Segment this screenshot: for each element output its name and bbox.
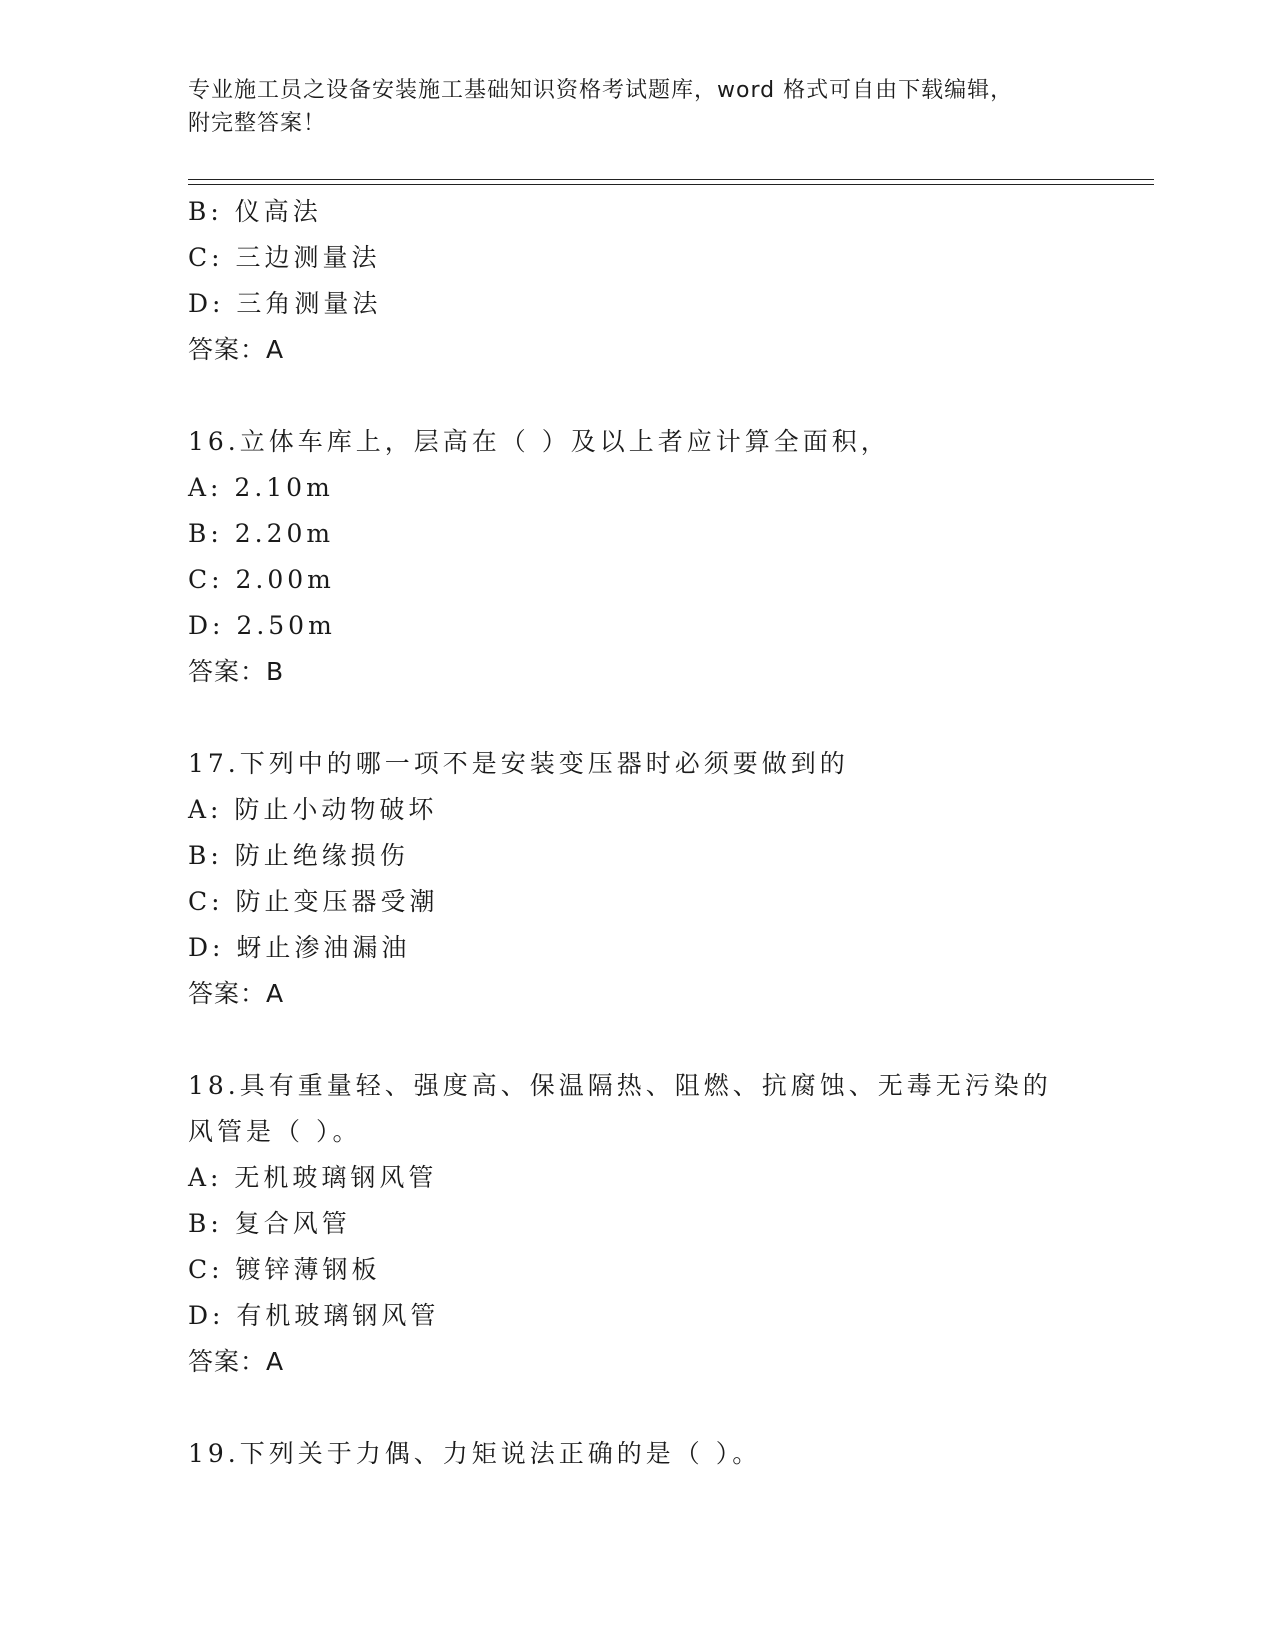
option-b: B: 仪高法 [188, 197, 322, 226]
header-divider-bottom [188, 184, 1154, 185]
option-c: C: 镀锌薄钢板 [188, 1255, 381, 1284]
question-15-continued [188, 189, 1088, 373]
option-d: D: 三角测量法 [188, 289, 382, 318]
answer-line: 答案：A [188, 1347, 285, 1376]
page-header [188, 74, 1088, 140]
option-c: C: 2.00m [188, 565, 335, 594]
answer-line: 答案：B [188, 657, 285, 686]
option-d: D: 有机玻璃钢风管 [188, 1301, 440, 1330]
option-a: A: 防止小动物破坏 [188, 795, 438, 824]
question-19 [188, 1431, 1088, 1477]
spacer [188, 1385, 1088, 1431]
spacer [188, 373, 1088, 419]
answer-line: 答案：A [188, 335, 285, 364]
option-c: C: 防止变压器受潮 [188, 887, 439, 916]
answer-line: 答案：A [188, 979, 285, 1008]
option-c: C: 三边测量法 [188, 243, 381, 272]
option-b: B: 防止绝缘损伤 [188, 841, 409, 870]
option-b: B: 2.20m [188, 519, 335, 548]
header-line-1: 专业施工员之设备安装施工基础知识资格考试题库，word 格式可自由下载编辑， [188, 78, 1014, 103]
question-16 [188, 419, 1088, 695]
question-17 [188, 741, 1088, 1017]
question-stem: 18.具有重量轻、强度高、保温隔热、阻燃、抗腐蚀、无毒无污染的风管是（ ）。 [188, 1071, 1052, 1146]
option-b: B: 复合风管 [188, 1209, 351, 1238]
option-d: D: 蚜止渗油漏油 [188, 933, 411, 962]
question-stem: 17.下列中的哪一项不是安装变压器时必须要做到的 [188, 749, 849, 778]
option-a: A: 2.10m [188, 473, 334, 502]
header-line-2: 附完整答案！ [188, 111, 327, 136]
question-18 [188, 1063, 1088, 1385]
option-a: A: 无机玻璃钢风管 [188, 1163, 438, 1192]
question-stem: 19.下列关于力偶、力矩说法正确的是（ ）。 [188, 1439, 762, 1468]
question-list [188, 189, 1088, 1477]
spacer [188, 695, 1088, 741]
question-stem: 16.立体车库上，层高在（ ）及以上者应计算全面积， [188, 427, 890, 456]
spacer [188, 1017, 1088, 1063]
option-d: D: 2.50m [188, 611, 336, 640]
header-divider-top [188, 179, 1154, 180]
